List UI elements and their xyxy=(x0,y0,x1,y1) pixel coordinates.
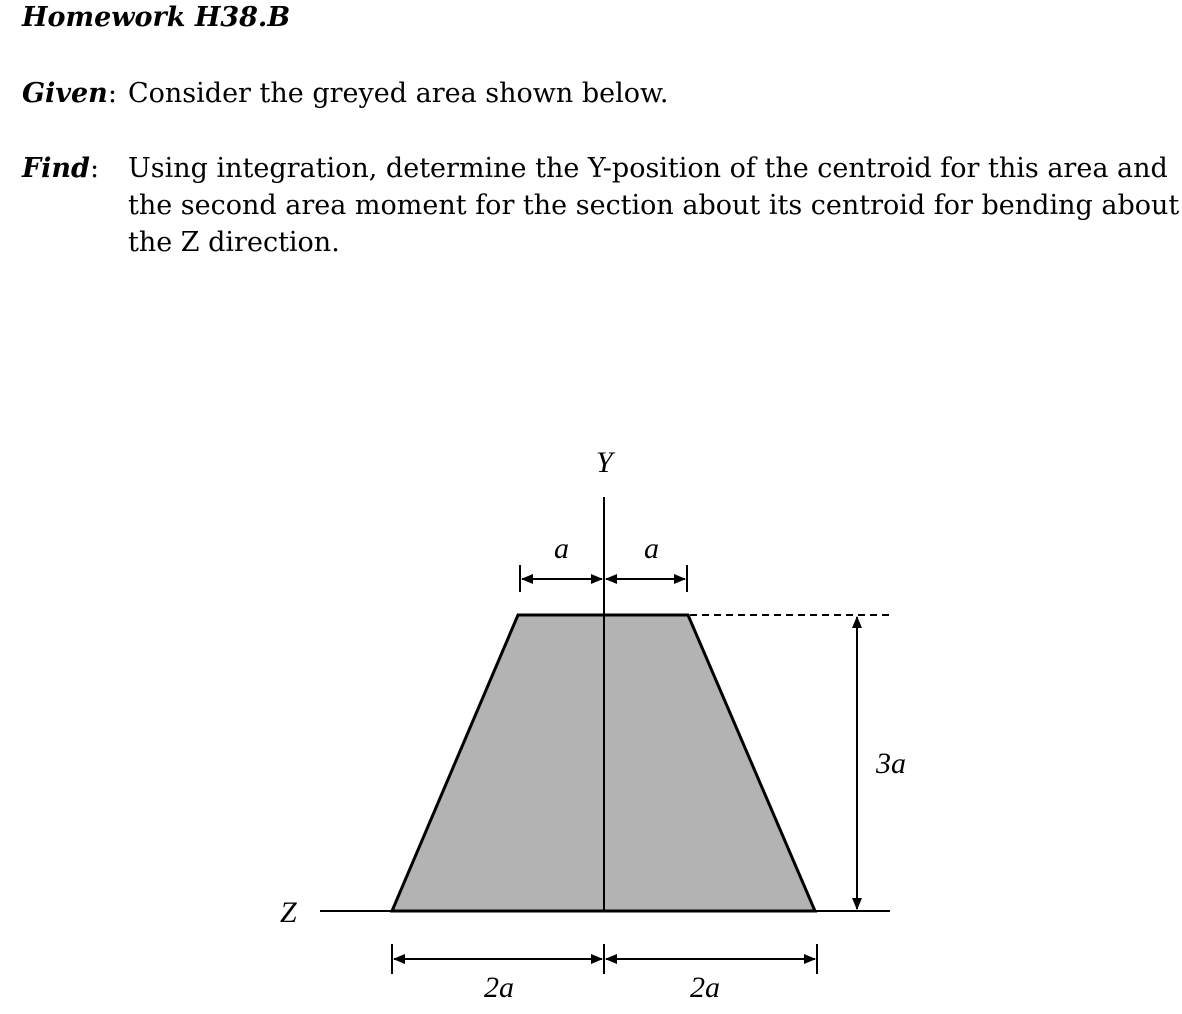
page-title: Homework H38.B xyxy=(22,2,291,33)
top-right-width-label: a xyxy=(644,532,659,565)
z-axis-label: Z xyxy=(280,896,297,929)
bottom-left-width-label: 2a xyxy=(484,971,514,1004)
y-axis-label: Y xyxy=(596,446,613,479)
find-label: Find: xyxy=(22,153,100,184)
given-text: Consider the greyed area shown below. xyxy=(128,78,669,109)
top-left-width-label: a xyxy=(554,532,569,565)
height-label: 3a xyxy=(876,747,906,780)
given-label: Given: xyxy=(22,78,117,109)
find-text: Using integration, determine the Y-position of the centroid for this area and the second area moment for the section about its centroid for bending about the Z direction. xyxy=(128,153,1180,258)
bottom-right-width-label: 2a xyxy=(690,971,720,1004)
